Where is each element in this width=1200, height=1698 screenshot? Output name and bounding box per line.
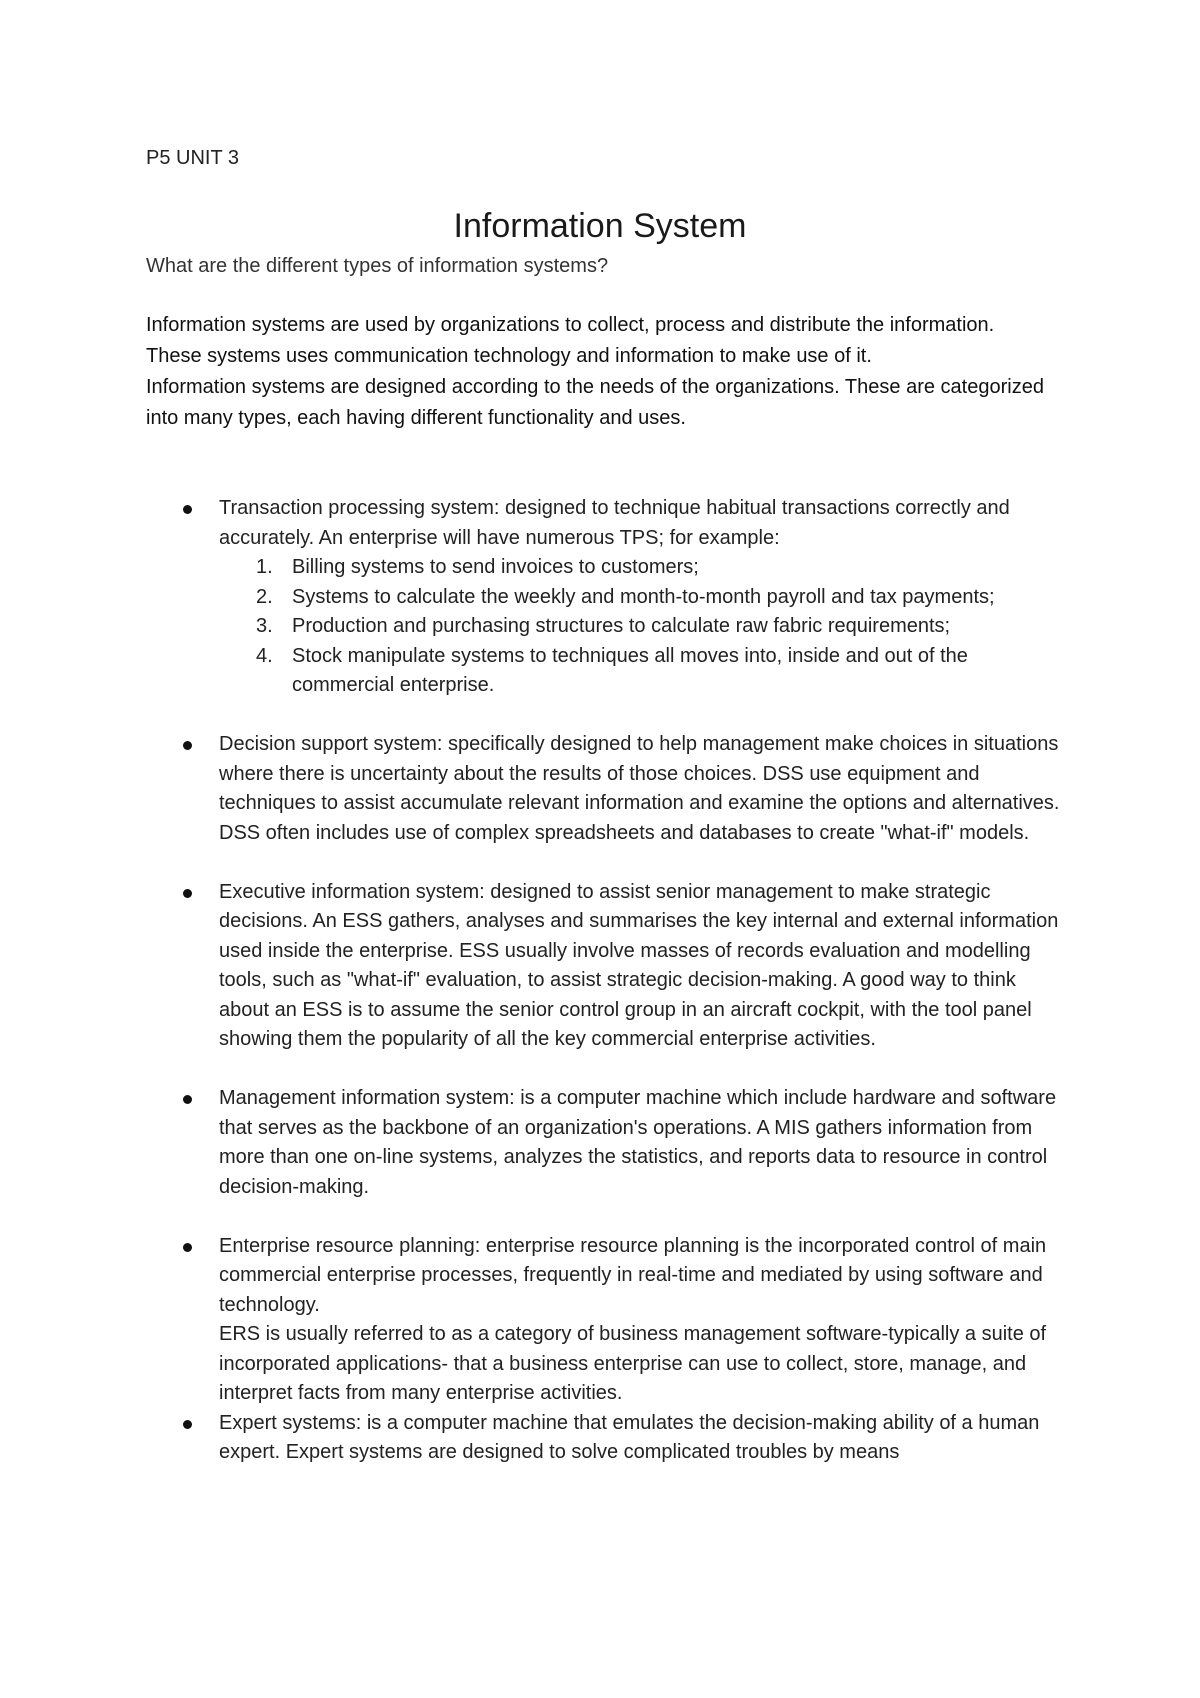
- list-item-text: Enterprise resource planning: enterprise resource planning is the incorporated control of main commercial enterprise processes, frequently in real-time and mediated by using software and technology.: [219, 1234, 1047, 1316]
- bullet-icon: [183, 889, 192, 898]
- list-item-text: Executive information system: designed to assist senior management to make strategic decisions. An ESS gathers, analyses and summarises the key internal and external information used inside the enterprise. ESS usually involve masses of records evaluation and modelling tools, such as "what-if" evaluation, to assist strategic decision-making. A good way to think about an ESS is to assume the senior control group in an aircraft cockpit, with the tool panel showing them the popularity of all the key commercial enterprise activities.: [219, 880, 1059, 1050]
- item-number: 1.: [256, 556, 273, 578]
- intro-paragraph: Information systems are designed according to the needs of the organizations. These are categorized into many types, each having different functionality and uses.: [146, 376, 1044, 429]
- item-number: 2.: [256, 585, 273, 608]
- tps-examples-list: [219, 553, 1066, 701]
- page-title: Information System: [453, 207, 747, 245]
- numbered-item: [219, 612, 1066, 642]
- numbered-item-text: Production and purchasing structures to calculate raw fabric requirements;: [292, 615, 951, 637]
- item-number: 3.: [256, 615, 273, 637]
- numbered-item-text: Systems to calculate the weekly and month-to-month payroll and tax payments;: [292, 585, 995, 608]
- bullet-icon: [183, 741, 192, 750]
- intro-section: [146, 310, 1046, 434]
- bullet-icon: [183, 1095, 192, 1104]
- numbered-item-text: Billing systems to send invoices to customers;: [292, 556, 699, 578]
- bullet-icon: [183, 505, 192, 514]
- numbered-item: [219, 642, 1066, 701]
- bullet-icon: [183, 1243, 192, 1252]
- intro-paragraph: Information systems are used by organizations to collect, process and distribute the information. These systems uses communication technology and information to make use of it.: [146, 314, 995, 367]
- numbered-item: [219, 553, 1066, 583]
- list-item-tps: [146, 494, 1066, 701]
- list-item-mis: [146, 1084, 1066, 1202]
- spacer: [146, 1055, 1066, 1085]
- spacer: [146, 848, 1066, 878]
- question-text: What are the different types of information systems?: [146, 255, 609, 277]
- unit-label: P5 UNIT 3: [146, 147, 239, 169]
- list-item-text: Expert systems: is a computer machine that emulates the decision-making ability of a human expert. Expert systems are designed to solve complicated troubles by means: [219, 1411, 1040, 1463]
- list-item-dss: [146, 730, 1066, 848]
- list-item-expert: [146, 1409, 1066, 1468]
- list-item-text: Decision support system: specifically designed to help management make choices in situations where there is uncertainty about the results of those choices. DSS use equipment and techniques to assist accumulate relevant information and examine the options and alternatives. DSS often includes use of complex spreadsheets and databases to create "what-if" models.: [219, 733, 1060, 844]
- item-number: 4.: [256, 644, 273, 667]
- list-item-erp: [146, 1232, 1066, 1409]
- spacer: [146, 701, 1066, 731]
- list-item-text: Transaction processing system: designed to technique habitual transactions correctly and accurately. An enterprise will have numerous TPS; for example:: [219, 497, 1010, 549]
- system-types-list: [146, 494, 1066, 1468]
- numbered-item-text: Stock manipulate systems to techniques all moves into, inside and out of the commercial enterprise.: [292, 644, 968, 696]
- list-item-text: Management information system: is a computer machine which include hardware and software that serves as the backbone of an organization's operations. A MIS gathers information from more than one on-line systems, analyzes the statistics, and reports data to resource in control decision-making.: [219, 1087, 1057, 1198]
- spacer: [146, 1202, 1066, 1232]
- list-item-extra-text: ERS is usually referred to as a category of business management software-typically a suite of incorporated applications- that a business enterprise can use to collect, store, manage, and interpret facts from many enterprise activities.: [219, 1323, 1047, 1404]
- list-item-ess: [146, 878, 1066, 1055]
- bullet-icon: [183, 1420, 192, 1429]
- numbered-item: [219, 583, 1066, 613]
